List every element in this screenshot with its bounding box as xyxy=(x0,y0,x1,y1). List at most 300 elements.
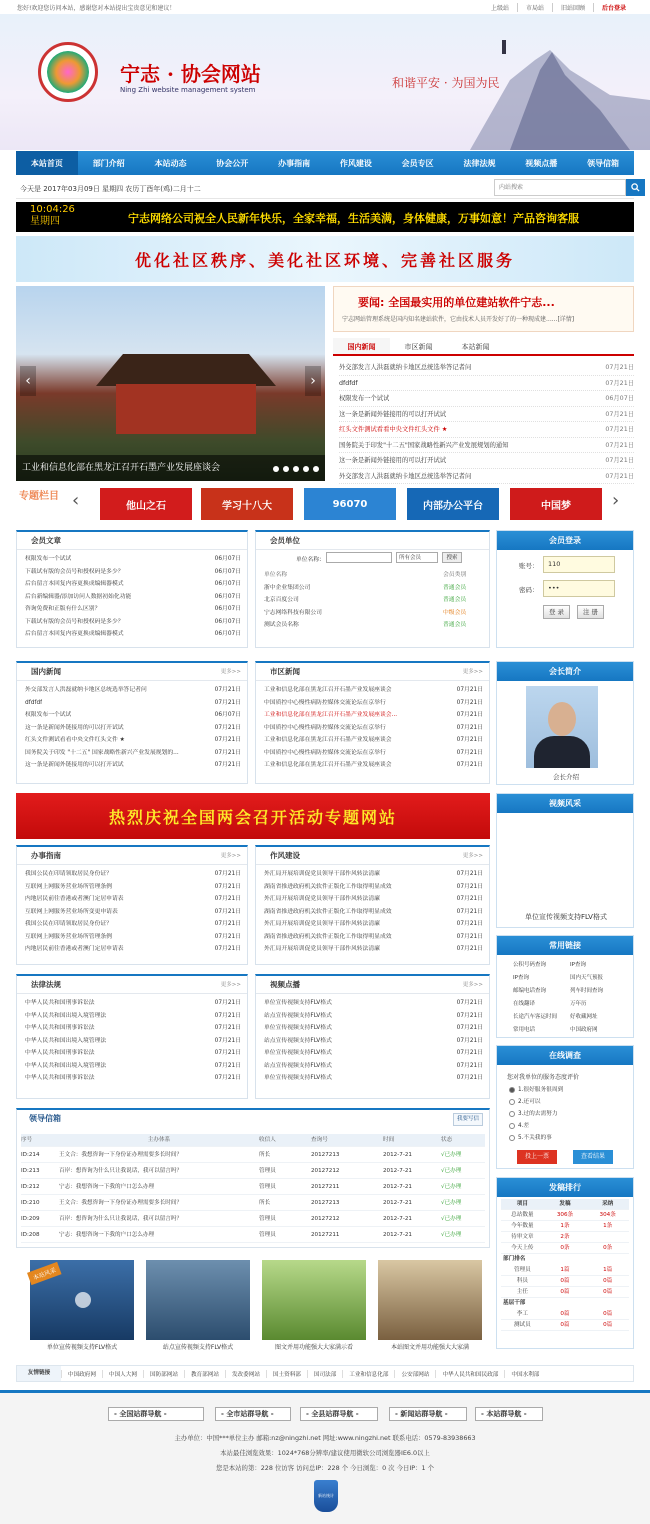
common-link[interactable]: IP查询 xyxy=(513,975,529,981)
list-item[interactable] xyxy=(264,747,483,760)
column-header: 单位名称 xyxy=(264,572,288,578)
unit-name[interactable]: 浙中企业集团公司 xyxy=(264,584,311,591)
panel-title: 会长简介 xyxy=(497,662,633,681)
survey-option[interactable] xyxy=(509,1132,563,1144)
list-item-title[interactable]: 中华人民共和国出境入境管理法 xyxy=(25,1012,107,1019)
list-item-date: 07月21日 xyxy=(456,1075,483,1081)
feature-card[interactable]: 学习十八大 xyxy=(201,488,293,520)
list-item-title[interactable]: 下载试有版的会员号和授权码是多少？ xyxy=(25,568,124,575)
list-item-title[interactable]: 内地居民前往香港或者澳门定居申请表 xyxy=(25,896,124,902)
list-item-title[interactable]: 工业和信息化部在黑龙江召开石墨产业发展座谈会... xyxy=(264,712,398,718)
list-item-title[interactable]: 湖南省推进政府机关软件正版化工作取得明显成效 xyxy=(264,883,392,890)
list-item[interactable] xyxy=(264,893,483,906)
radio-button[interactable] xyxy=(509,1111,515,1117)
password-label: 密码： xyxy=(519,586,539,594)
table-cell: 306条 xyxy=(556,1212,574,1218)
photo-caption[interactable]: 单位宣传视频支持FLV格式 xyxy=(46,1344,118,1351)
table-cell[interactable]: 王文合：我想咨询一下身份证办理需要多长时间？ xyxy=(59,1152,183,1158)
member-articles-list xyxy=(17,550,247,641)
feature-card[interactable]: 中国梦 xyxy=(510,488,602,520)
column-header: 查询号 xyxy=(311,1137,328,1143)
table-row[interactable] xyxy=(21,1163,485,1179)
main-nav xyxy=(16,151,634,175)
table-row xyxy=(501,1210,629,1221)
list-item-title[interactable]: 中华人民共和国出境入境管理法 xyxy=(25,1062,107,1069)
list-item-title[interactable]: 中华人民共和国刑事诉讼法 xyxy=(25,1050,95,1056)
list-item-title[interactable]: 互联网上网服务营业场所管理条例 xyxy=(25,933,112,940)
footer-stats: 您是本站的第：228 位访客 访问总IP：228 个 今日浏览：0 次 今日IP：1 个 xyxy=(216,1464,434,1472)
list-item[interactable] xyxy=(264,1035,483,1048)
list-item-title[interactable]: 工业和信息化部在黑龙江召开石墨产业发展座谈会 xyxy=(264,687,392,693)
welcome-text: 您好!欢迎您访问本站，感谢您对本站提出宝贵意见和建议！ xyxy=(17,5,176,12)
list-item-title[interactable]: 中国质控中心慢性病防控媒体交流论坛在京举行 xyxy=(264,749,386,756)
list-item[interactable] xyxy=(25,931,241,944)
list-item[interactable] xyxy=(25,616,241,629)
column-header: 会员类别 xyxy=(443,572,467,578)
list-item-title[interactable]: 外汇局开展培训促党员领导干部作风转法清廉 xyxy=(264,921,380,927)
photo-card[interactable] xyxy=(146,1260,250,1351)
tab-site[interactable]: 本站新闻 xyxy=(461,343,490,351)
radio-button[interactable] xyxy=(509,1087,515,1093)
nav-home[interactable]: 本站首页 xyxy=(16,151,78,175)
list-item-title[interactable]: 红头文件测试看看中央文件红头文件 ★ xyxy=(339,426,448,433)
list-item[interactable] xyxy=(264,1072,483,1085)
nav-select-city[interactable]: - 全市站群导航 - xyxy=(215,1407,291,1421)
table-cell: ID:208 xyxy=(21,1232,40,1238)
username-field[interactable]: 110 xyxy=(543,556,615,573)
list-item-title[interactable]: 红头文件测试看看中央文件红头文件 ★ xyxy=(25,737,125,743)
table-header xyxy=(21,1134,485,1147)
survey-question: 您对我单位的服务态度评价 xyxy=(507,1074,580,1081)
slide-next-icon[interactable]: › xyxy=(305,366,321,396)
common-link[interactable]: 公积号码查询 xyxy=(513,962,547,968)
list-item[interactable] xyxy=(25,1047,241,1060)
list-item[interactable] xyxy=(264,906,483,919)
list-item[interactable] xyxy=(264,997,483,1010)
list-item-date: 07月21日 xyxy=(456,699,483,706)
feature-card[interactable]: 他山之石 xyxy=(100,488,192,520)
stats-badge-icon[interactable]: 新站统计 xyxy=(314,1480,338,1512)
nav-conduct[interactable]: 作风建设 xyxy=(339,158,372,168)
slide-prev-icon[interactable]: ‹ xyxy=(20,366,36,396)
survey-option[interactable] xyxy=(509,1120,563,1132)
list-item-date: 07月21日 xyxy=(214,1062,241,1069)
domestic-news-panel xyxy=(16,661,248,784)
list-item-title[interactable]: 中华人民共和国出境入境管理法 xyxy=(25,1037,107,1044)
feature-card[interactable]: 内部办公平台 xyxy=(407,488,499,520)
table-cell[interactable]: 宁志：我想咨询一下我的户口怎么办理 xyxy=(59,1184,155,1190)
list-item-title[interactable]: 内地居民前往香港或者澳门定居申请表 xyxy=(25,946,124,952)
list-item-title[interactable]: 外交部发言人洪磊就纳卡地区总统选举答记者问 xyxy=(339,472,472,480)
list-item[interactable] xyxy=(25,722,241,735)
tab-city[interactable]: 市区新闻 xyxy=(404,343,433,351)
table-cell: 2012-7-21 xyxy=(383,1184,412,1190)
friend-link[interactable]: 教育部网站 xyxy=(184,1370,225,1378)
ranking-panel xyxy=(496,1177,634,1349)
list-item[interactable] xyxy=(25,997,241,1010)
friend-link[interactable]: 工业和信息化部 xyxy=(342,1370,394,1378)
unit-name-input[interactable] xyxy=(326,552,392,563)
vod-list xyxy=(256,994,489,1085)
list-item[interactable] xyxy=(264,931,483,944)
list-item[interactable] xyxy=(264,1060,483,1073)
friend-link[interactable]: 中国政府网 xyxy=(61,1370,102,1378)
list-item[interactable] xyxy=(339,391,634,407)
table-row[interactable] xyxy=(264,582,483,595)
write-letter-button[interactable]: 我要写信 xyxy=(453,1113,483,1126)
list-item-title[interactable]: 单位宣传视频支持FLV格式 xyxy=(264,1050,332,1056)
table-cell[interactable]: 宁志：我想咨询一下我的户口怎么办理 xyxy=(59,1232,155,1238)
table-cell[interactable]: 百岸：想咨询为什么只让我说话，我可以留言吗？ xyxy=(59,1168,183,1174)
table-row[interactable] xyxy=(264,607,483,620)
friend-link[interactable]: 中华人民共和国民政部 xyxy=(435,1370,504,1378)
list-item-title[interactable]: 国务院关于印发"十二五"国家战略性新兴产业发展规划的通知 xyxy=(339,441,509,449)
unit-name[interactable]: 测试会员名称 xyxy=(264,622,299,628)
photo-card[interactable] xyxy=(30,1260,134,1351)
clock-weekday: 星期四 xyxy=(30,216,60,227)
survey-option-label: 3.过的去需努力 xyxy=(518,1111,558,1117)
list-item[interactable] xyxy=(264,709,483,722)
common-link[interactable]: 列车时间查询 xyxy=(570,988,604,994)
list-item[interactable] xyxy=(264,881,483,894)
list-item[interactable] xyxy=(25,747,241,760)
more-link[interactable]: 更多>> xyxy=(462,669,483,675)
list-item-title[interactable]: 后台留言本回复内容更换成编辑器模式 xyxy=(25,631,124,637)
panel-title: 市区新闻 xyxy=(270,667,300,676)
panel-title: 作风建设 xyxy=(270,851,300,860)
member-search-button[interactable]: 搜索 xyxy=(442,552,462,563)
list-item-title[interactable]: dfdfdf xyxy=(25,699,43,706)
search-button[interactable] xyxy=(626,179,645,196)
friend-link[interactable]: 中国水利部 xyxy=(504,1370,545,1378)
link-upper-site[interactable]: 上级站 xyxy=(490,5,509,12)
president-caption[interactable]: 会长介绍 xyxy=(553,773,579,781)
table-cell: 0篇 xyxy=(603,1322,613,1328)
scrolling-notice xyxy=(16,202,634,232)
list-item-title[interactable]: dfdfdf xyxy=(339,379,358,387)
radio-button[interactable] xyxy=(509,1135,515,1141)
list-item[interactable] xyxy=(25,906,241,919)
list-item-date: 06月07日 xyxy=(605,395,634,402)
table-cell: 待审文章 xyxy=(511,1234,534,1240)
list-item-title[interactable]: 湖南省推进政府机关软件正版化工作取得明显成效 xyxy=(264,908,392,915)
list-item[interactable] xyxy=(25,868,241,881)
list-item-title[interactable]: 工业和信息化部在黑龙江召开石墨产业发展座谈会 xyxy=(264,762,392,768)
survey-option[interactable] xyxy=(509,1108,563,1120)
list-item-title[interactable]: 中华人民共和国刑事诉讼法 xyxy=(25,1000,95,1006)
friend-link[interactable]: 中国人大网 xyxy=(102,1370,143,1378)
list-item-title[interactable]: 这一条是新闻外链接用的可以打开试试 xyxy=(25,724,124,731)
list-item[interactable] xyxy=(25,918,241,931)
common-link[interactable]: 在线翻译 xyxy=(513,1001,536,1007)
friend-link[interactable]: 国防部网站 xyxy=(143,1370,184,1378)
table-cell: 20127213 xyxy=(311,1152,340,1158)
list-item-title[interactable]: 站点宣传视频支持FLV格式 xyxy=(264,1062,332,1069)
list-item-title[interactable]: 这一条是新闻外链接用的可以打开试试 xyxy=(339,410,447,418)
common-link[interactable]: 中国政府网 xyxy=(570,1027,598,1033)
photo-badge: 本站风采 xyxy=(27,1262,62,1285)
common-links-panel xyxy=(496,935,634,1038)
list-item-title[interactable]: 后台留言本回复内容更换成编辑器模式 xyxy=(25,581,124,587)
table-row xyxy=(501,1243,629,1254)
list-item[interactable] xyxy=(339,422,634,438)
list-item[interactable] xyxy=(339,438,634,454)
list-item-title[interactable]: 外汇局开展培训促党员领导干部作风转法清廉 xyxy=(264,946,380,952)
friend-links-list xyxy=(61,1370,545,1378)
list-item[interactable] xyxy=(264,684,483,697)
table-cell: √已办理 xyxy=(441,1216,462,1222)
list-item[interactable] xyxy=(264,734,483,747)
common-link[interactable]: 万年历 xyxy=(570,1001,587,1007)
list-item[interactable] xyxy=(264,1022,483,1035)
table-row[interactable] xyxy=(21,1179,485,1195)
list-item[interactable] xyxy=(25,1035,241,1048)
list-item[interactable] xyxy=(264,943,483,956)
list-item[interactable] xyxy=(264,1047,483,1060)
slide-caption[interactable]: 工业和信息化部在黑龙江召开石墨产业发展座谈会 xyxy=(16,455,325,481)
list-item-title[interactable]: 外交部发言人洪磊就纳卡地区总统选举答记者问 xyxy=(25,687,147,693)
guide-list xyxy=(17,865,247,956)
common-link[interactable]: 邮编电话查询 xyxy=(513,988,547,994)
list-item-title[interactable]: 外交部发言人洪磊就纳卡地区总统选举答记者问 xyxy=(339,364,472,371)
list-item-date: 07月21日 xyxy=(214,687,241,693)
more-link[interactable]: 更多>> xyxy=(220,853,241,859)
more-link[interactable]: 更多>> xyxy=(220,669,241,675)
list-item-title[interactable]: 中国质控中心慢性病防控媒体交流论坛在京举行 xyxy=(264,724,386,731)
list-item-title[interactable]: 咨询免费和正版有什么区别？ xyxy=(25,606,101,612)
register-button[interactable]: 注 册 xyxy=(577,605,604,619)
table-cell: 0篇 xyxy=(560,1311,570,1317)
common-link[interactable]: 好收藏网址 xyxy=(570,1014,598,1020)
list-item[interactable] xyxy=(25,709,241,722)
list-item[interactable] xyxy=(25,1072,241,1085)
nav-guide[interactable]: 办事指南 xyxy=(278,158,311,168)
list-item-date: 07月21日 xyxy=(456,933,483,940)
vote-button[interactable]: 投上一票 xyxy=(517,1150,557,1164)
table-cell: 0条 xyxy=(603,1245,613,1251)
list-item[interactable] xyxy=(339,469,634,485)
unit-name[interactable]: 北京百度公司 xyxy=(264,597,299,603)
friend-link[interactable]: 国司法部 xyxy=(307,1370,342,1378)
photo-card[interactable] xyxy=(262,1260,366,1351)
table-cell: 今天上传 xyxy=(511,1245,534,1251)
feature-prev-icon[interactable]: ‹ xyxy=(72,490,80,511)
headline-title[interactable]: 要闻: 全国最实用的单位建站软件宁志... xyxy=(358,296,555,309)
list-item[interactable] xyxy=(25,697,241,710)
panel-title: 会员文章 xyxy=(17,532,247,550)
list-item[interactable] xyxy=(339,360,634,376)
feature-next-icon[interactable]: › xyxy=(612,490,620,511)
photo-card[interactable] xyxy=(378,1260,482,1351)
friend-link[interactable]: 国土资料部 xyxy=(266,1370,307,1378)
more-link[interactable]: 更多>> xyxy=(462,853,483,859)
list-item-title[interactable]: 我国公民在印请领取居民身份证？ xyxy=(25,921,112,927)
list-item-title[interactable]: 我国公民在印请领取居民身份证？ xyxy=(25,871,112,877)
nav-news[interactable]: 本站动态 xyxy=(154,158,187,168)
search-input[interactable] xyxy=(494,179,626,196)
list-item[interactable] xyxy=(25,1010,241,1023)
login-button[interactable]: 登 录 xyxy=(543,605,570,619)
list-item-date: 07月21日 xyxy=(456,1025,483,1031)
nav-select-site[interactable]: - 本站群导航 - xyxy=(475,1407,543,1421)
list-item-title[interactable]: 湖南省推进政府机关软件正版化工作取得明显成效 xyxy=(264,933,392,940)
list-item-date: 06月07日 xyxy=(214,606,241,612)
admin-login-link[interactable]: 后台登录 xyxy=(593,3,634,12)
logo-seal[interactable] xyxy=(38,42,98,102)
list-item-title[interactable]: 互联网上网服务营业场所变更申请表 xyxy=(25,908,118,915)
lianghui-banner[interactable]: 热烈庆祝全国两会召开活动专题网站 xyxy=(16,793,490,839)
list-item-title[interactable]: 外汇局开展培训促党员领导干部作风转法清廉 xyxy=(264,896,380,902)
list-item[interactable] xyxy=(25,1022,241,1035)
table-row[interactable] xyxy=(21,1211,485,1227)
link-city-site[interactable]: 市局站 xyxy=(517,3,552,12)
list-item[interactable] xyxy=(25,881,241,894)
nav-public[interactable]: 协会公开 xyxy=(216,158,249,168)
common-link[interactable]: IP查询 xyxy=(570,962,586,968)
table-row[interactable] xyxy=(21,1195,485,1211)
list-item[interactable] xyxy=(264,1010,483,1023)
image-slideshow[interactable] xyxy=(16,286,325,481)
unit-name-label: 单位名称: xyxy=(296,557,322,563)
unit-name[interactable]: 宁志网络科技有限公司 xyxy=(264,609,322,616)
more-link[interactable]: 更多>> xyxy=(462,982,483,988)
photo-caption[interactable]: 图文并用功能强大大家满示看 xyxy=(274,1344,353,1351)
list-item-title[interactable]: 权限发布一个试试 xyxy=(25,556,72,562)
guide-panel xyxy=(16,845,248,965)
radio-button[interactable] xyxy=(509,1099,515,1105)
notice-text[interactable]: 宁志网络公司祝全人民新年快乐，全家幸福，生活美满，身体健康，万事如意！产品咨询客服 xyxy=(128,212,579,225)
list-item-title[interactable]: 工业和信息化部在黑龙江召开石墨产业发展座谈会 xyxy=(264,737,392,743)
radio-button[interactable] xyxy=(509,1123,515,1129)
friend-link[interactable]: 公安部网站 xyxy=(394,1370,435,1378)
table-cell[interactable]: 王文合：我想咨询一下身份证办理需要多长时间？ xyxy=(59,1200,183,1206)
list-item-title[interactable]: 站点宣传视频支持FLV格式 xyxy=(264,1012,332,1019)
list-item-title[interactable]: 站点宣传视频支持FLV格式 xyxy=(264,1037,332,1044)
nav-law[interactable]: 法律法规 xyxy=(463,158,496,168)
table-cell: 0篇 xyxy=(560,1278,570,1284)
login-panel xyxy=(496,530,634,648)
password-field[interactable]: ••• xyxy=(543,580,615,597)
nav-select-national[interactable]: - 全国站群导航 - xyxy=(108,1407,204,1421)
list-item-title[interactable]: 这一条是新闻外链接用的可以打开试试 xyxy=(339,457,447,464)
top-links xyxy=(483,3,634,12)
nav-members[interactable]: 会员专区 xyxy=(401,158,434,168)
photo-caption[interactable]: 站点宣传视频支持FLV格式 xyxy=(162,1344,234,1351)
list-item-title[interactable]: 权限发布一个试试 xyxy=(25,712,72,718)
tab-domestic[interactable]: 国内新闻 xyxy=(333,338,390,354)
list-item[interactable] xyxy=(264,722,483,735)
president-photo[interactable] xyxy=(526,686,598,768)
list-item[interactable] xyxy=(25,684,241,697)
list-item-title[interactable]: 单位宣传视频支持FLV格式 xyxy=(264,1075,332,1081)
list-item-date: 07月21日 xyxy=(456,908,483,915)
list-item[interactable] xyxy=(25,628,241,641)
list-item-date: 07月21日 xyxy=(214,749,241,756)
member-type-select[interactable]: 所有会员 xyxy=(396,552,438,563)
list-item[interactable] xyxy=(25,578,241,591)
view-results-button[interactable]: 查看结果 xyxy=(573,1150,613,1164)
table-cell: 0篇 xyxy=(603,1278,613,1284)
nav-video[interactable]: 视频点播 xyxy=(525,158,558,168)
table-cell: 项目 xyxy=(516,1201,528,1207)
list-item[interactable] xyxy=(25,566,241,579)
list-item[interactable] xyxy=(264,697,483,710)
list-item-title[interactable]: 中华人民共和国刑事诉讼法 xyxy=(25,1025,95,1031)
list-item-date: 07月21日 xyxy=(456,946,483,952)
list-item[interactable] xyxy=(25,553,241,566)
nav-select-county[interactable]: - 全县站群导航 - xyxy=(300,1407,378,1421)
list-item[interactable] xyxy=(339,376,634,392)
table-cell[interactable]: 百岸：想咨询为什么只让我说话，我可以留言吗？ xyxy=(59,1216,183,1222)
feature-card[interactable]: 96070 xyxy=(304,488,396,520)
list-item[interactable] xyxy=(25,734,241,747)
list-item-title[interactable]: 中华人民共和国刑事诉讼法 xyxy=(25,1075,95,1081)
list-item-title[interactable]: 后台新编辑器/添加访问人数据初始化功能 xyxy=(25,593,132,600)
list-item-title[interactable]: 权限发布一个试试 xyxy=(339,395,390,402)
list-item[interactable] xyxy=(25,893,241,906)
list-item[interactable] xyxy=(25,591,241,604)
list-item[interactable] xyxy=(264,759,483,772)
list-item[interactable] xyxy=(25,943,241,956)
table-cell: 测试员 xyxy=(513,1322,531,1328)
list-item-title[interactable]: 单位宣传视频支持FLV格式 xyxy=(264,1000,332,1006)
table-row xyxy=(501,1199,629,1210)
list-item-date: 07月21日 xyxy=(605,410,634,418)
list-item-title[interactable]: 国务院关于印发 "十二五" 国家战略性新兴产业发展规划的... xyxy=(25,749,179,756)
list-item-title[interactable]: 中国质控中心慢性病防控媒体交流论坛在京举行 xyxy=(264,699,386,706)
survey-option-label: 2.还可以 xyxy=(518,1099,541,1105)
table-row[interactable] xyxy=(21,1227,485,1243)
table-cell: √已办理 xyxy=(441,1168,462,1174)
photo-caption[interactable]: 本站图文并用功能强大大家满 xyxy=(390,1344,469,1351)
table-row[interactable] xyxy=(21,1147,485,1163)
list-item[interactable] xyxy=(339,453,634,469)
slide-dots[interactable] xyxy=(273,466,319,472)
list-item-title[interactable]: 单位宣传视频支持FLV格式 xyxy=(264,1025,332,1031)
list-item[interactable] xyxy=(25,1060,241,1073)
list-item-title[interactable]: 外汇局开展培训促党员领导干部作风转法清廉 xyxy=(264,871,380,877)
common-link[interactable]: 长途汽车客运时间 xyxy=(513,1014,558,1020)
video-caption[interactable]: 单位宣传视频支持FLV格式 xyxy=(525,913,607,921)
survey-option[interactable] xyxy=(509,1096,563,1108)
list-item-date: 06月07日 xyxy=(214,631,241,637)
list-item-date: 07月21日 xyxy=(605,472,634,480)
list-item[interactable] xyxy=(339,407,634,423)
common-link[interactable]: 常用电话 xyxy=(513,1027,536,1033)
play-icon[interactable] xyxy=(75,1292,91,1308)
nav-departments[interactable]: 部门介绍 xyxy=(92,158,125,168)
list-item-title[interactable]: 下载试有版的会员号和授权码是多少？ xyxy=(25,618,124,625)
list-item[interactable] xyxy=(264,868,483,881)
list-item-title[interactable]: 这一条是新闻外链接用的可以打开试试 xyxy=(25,762,124,768)
nav-select-news[interactable]: - 新闻站群导航 - xyxy=(389,1407,467,1421)
more-link[interactable]: 更多>> xyxy=(220,982,241,988)
nav-mailbox[interactable]: 领导信箱 xyxy=(587,158,620,168)
friend-link[interactable]: 发改委网站 xyxy=(225,1370,266,1378)
table-cell: 20127212 xyxy=(311,1216,340,1222)
link-old-site[interactable]: 旧站回顾 xyxy=(552,3,593,12)
common-link[interactable]: 国内天气预报 xyxy=(570,975,604,981)
list-item[interactable] xyxy=(25,603,241,616)
table-row[interactable] xyxy=(264,594,483,607)
list-item[interactable] xyxy=(264,918,483,931)
survey-option[interactable] xyxy=(509,1084,563,1096)
table-cell: 0篇 xyxy=(603,1289,613,1295)
list-item[interactable] xyxy=(25,759,241,772)
table-cell: 20127211 xyxy=(311,1232,340,1238)
list-item-title[interactable]: 互联网上网服务营业场所管理条例 xyxy=(25,883,112,890)
table-row[interactable] xyxy=(264,619,483,632)
